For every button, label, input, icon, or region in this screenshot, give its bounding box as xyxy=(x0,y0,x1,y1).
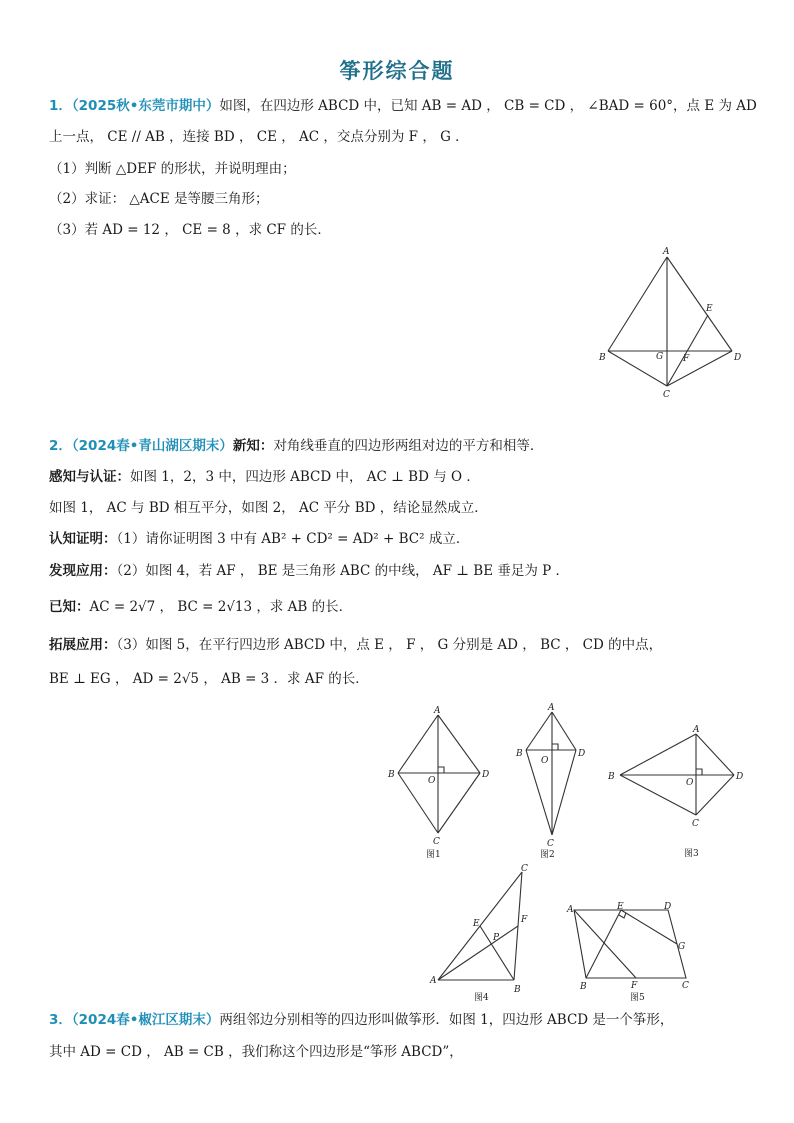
q1-label-e: E xyxy=(706,304,713,314)
q2-l6-text: AC = 2√7 ， BC = 2√13 ，求 AB 的长． xyxy=(89,599,353,615)
f3-bc xyxy=(620,775,696,815)
q2-l2-label: 感知与认证： xyxy=(49,469,130,485)
q1-label-d: D xyxy=(734,353,742,363)
f2-label-o: O xyxy=(541,756,549,766)
f3-label-d: D xyxy=(736,772,744,782)
page-title: 筝形综合题 xyxy=(339,59,455,83)
f5-be xyxy=(586,910,621,978)
q3-text-1: 两组邻边分别相等的四边形叫做筝形．如图 1，四边形 ABCD 是一个筝形， xyxy=(219,1012,674,1028)
q1-part3: （3）若 AD = 12 ， CE = 8 ，求 CF 的长． xyxy=(49,222,331,238)
q2-line4 xyxy=(49,530,469,548)
q2-line5 xyxy=(49,562,569,580)
f1-label-d: D xyxy=(482,770,490,780)
q2-l4-text: （1）请你证明图 3 中有 AB² + CD² = AD² + BC² 成立． xyxy=(116,531,470,547)
q2-figure-3 xyxy=(606,720,756,860)
f3-label-a: A xyxy=(693,725,700,735)
q1-segment-ab xyxy=(608,257,667,351)
f5-eg xyxy=(621,910,677,944)
f5-label-e: E xyxy=(617,902,624,912)
f5-label-d: D xyxy=(664,902,672,912)
f5-right-angle xyxy=(619,913,626,918)
q2-l7-label: 拓展应用： xyxy=(49,637,117,653)
f1-label-a: A xyxy=(434,706,441,716)
f1-label-b: B xyxy=(388,770,395,780)
f5-label-g: G xyxy=(678,942,686,952)
f4-label-e: E xyxy=(473,919,480,929)
q2-l6-label: 已知： xyxy=(49,599,90,615)
q2-number: 2． xyxy=(49,438,72,454)
f4-af xyxy=(438,926,518,980)
f5-af xyxy=(574,910,636,978)
q1-part2: （2）求证： △ACE 是等腰三角形； xyxy=(49,191,269,207)
f4-label-a: A xyxy=(430,976,437,986)
q3-number: 3． xyxy=(49,1012,72,1028)
f4-label-c: C xyxy=(521,864,528,874)
q1-label-c: C xyxy=(663,390,670,400)
f2-ab xyxy=(526,712,552,750)
f3-label-o: O xyxy=(686,778,694,788)
f4-caption: 图4 xyxy=(474,993,489,1003)
f1-ab xyxy=(398,715,438,773)
f4-label-b: B xyxy=(514,985,521,995)
f2-label-a: A xyxy=(548,703,555,713)
q1-line1 xyxy=(49,97,757,115)
q3-line2: 其中 AD = CD ， AB = CB ，我们称这个四边形是“筝形 ABCD”， xyxy=(49,1044,463,1060)
f5-label-c: C xyxy=(682,981,689,991)
q2-l7-text: （3）如图 5，在平行四边形 ABCD 中，点 E ， F ， G 分别是 AD ， BC ， CD 的中点， xyxy=(116,637,663,653)
f3-ab xyxy=(620,734,696,775)
f2-cd xyxy=(552,750,576,835)
q2-figure-4 xyxy=(428,862,538,1004)
q1-part1: （1）判断 △DEF 的形状，并说明理由； xyxy=(49,161,296,177)
f1-label-o: O xyxy=(428,776,436,786)
f3-label-c: C xyxy=(692,819,699,829)
f3-caption: 图3 xyxy=(684,849,699,859)
q1-label-f: F xyxy=(683,354,690,364)
q1-figure xyxy=(596,245,746,400)
f2-label-d: D xyxy=(578,749,586,759)
q1-label-b: B xyxy=(599,353,606,363)
q2-new-text: 对角线垂直的四边形两组对边的平方和相等． xyxy=(273,438,544,454)
q2-l4-label: 认知证明： xyxy=(49,531,117,547)
q2-figure-5 xyxy=(564,900,704,1005)
f2-label-b: B xyxy=(516,749,523,759)
q2-line3: 如图 1， AC 与 BD 相互平分，如图 2， AC 平分 BD ，结论显然成立． xyxy=(49,500,488,516)
f1-ad xyxy=(438,715,480,773)
q1-line2: 上一点， CE // AB ，连接 BD ， CE ， AC ，交点分别为 F ， G ． xyxy=(49,129,469,145)
q1-label-a: A xyxy=(663,247,670,257)
q1-source: （2025秋•东莞市期中） xyxy=(71,98,220,114)
q3-line1 xyxy=(49,1011,673,1029)
q1-segment-ad xyxy=(667,257,732,351)
q2-line2 xyxy=(49,468,480,486)
q2-line8: BE ⊥ EG ， AD = 2√5 ， AB = 3 ．求 AF 的长． xyxy=(49,671,369,687)
q2-l2-text: 如图 1，2，3 中，四边形 ABCD 中， AC ⊥ BD 与 O ． xyxy=(130,469,480,485)
f5-label-b: B xyxy=(580,982,587,992)
f2-label-c: C xyxy=(547,839,554,849)
f1-caption: 图1 xyxy=(426,850,441,860)
f4-label-p: P xyxy=(493,933,500,943)
q2-figure-2 xyxy=(514,700,594,860)
q2-source: （2024春•青山湖区期末） xyxy=(71,438,233,454)
q2-l5-text: （2）如图 4，若 AF ， BE 是三角形 ABC 的中线， AF ⊥ BE 垂足为 P ． xyxy=(116,563,570,579)
f3-cd xyxy=(696,775,734,815)
q2-new-label: 新知： xyxy=(232,438,274,454)
f3-right-angle xyxy=(696,769,702,775)
f1-right-angle xyxy=(438,767,444,773)
f1-label-c: C xyxy=(433,837,440,847)
q3-source: （2024春•椒江区期末） xyxy=(71,1012,220,1028)
f2-caption: 图2 xyxy=(540,850,555,860)
q2-figure-1 xyxy=(386,705,496,860)
q2-line6 xyxy=(49,598,352,616)
q2-line1 xyxy=(49,437,543,455)
q1-label-g: G xyxy=(656,352,664,362)
q2-l5-label: 发现应用： xyxy=(49,563,117,579)
q2-line7 xyxy=(49,636,662,654)
f5-caption: 图5 xyxy=(630,993,645,1003)
f5-label-f: F xyxy=(631,981,638,991)
f2-right-angle xyxy=(552,744,558,750)
f5-label-a: A xyxy=(567,905,574,915)
f4-label-f: F xyxy=(521,915,528,925)
q1-number: 1． xyxy=(49,98,72,114)
f3-label-b: B xyxy=(608,772,615,782)
q1-text-1: 如图，在四边形 ABCD 中，已知 AB = AD ， CB = CD ， ∠BAD = 60°，点 E 为 AD xyxy=(219,98,757,114)
f1-cd xyxy=(438,773,480,833)
